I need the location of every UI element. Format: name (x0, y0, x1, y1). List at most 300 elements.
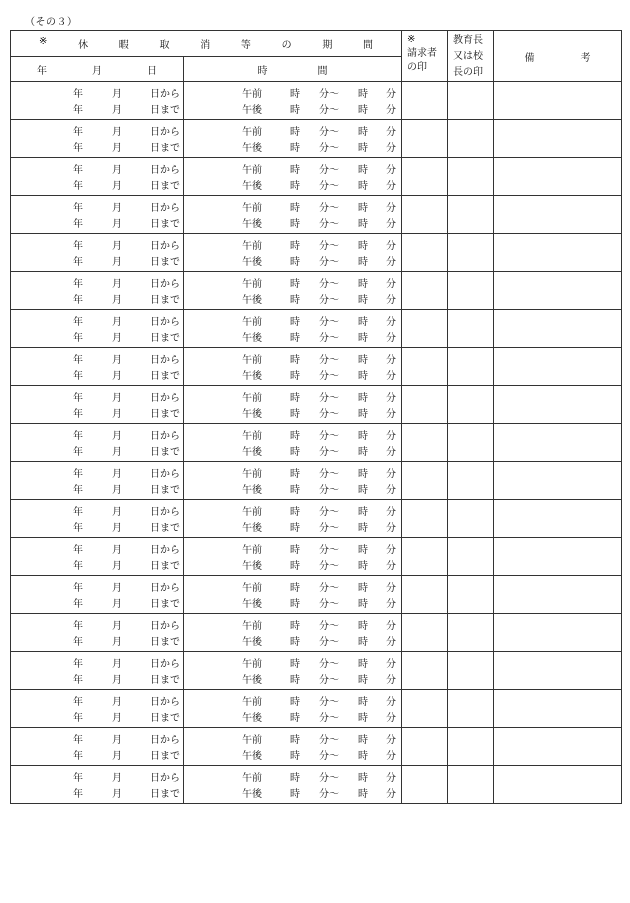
time-hour2: 時 (358, 218, 368, 230)
time-line-time-pm (184, 329, 401, 345)
time-line-time-am (184, 693, 401, 709)
remarks-cell[interactable] (494, 386, 622, 424)
time-hour2: 時 (358, 164, 368, 176)
date-day: 日まで (150, 484, 180, 496)
time-minute: 分〜 (319, 674, 339, 686)
table-row (11, 538, 622, 576)
time-hour: 時 (290, 506, 300, 518)
requester-seal-cell[interactable] (402, 690, 448, 728)
date-line-date-to (11, 177, 183, 193)
principal-seal-cell[interactable] (448, 234, 494, 272)
remarks-cell[interactable] (494, 82, 622, 120)
time-hour: 時 (290, 750, 300, 762)
date-cell[interactable] (11, 500, 184, 538)
date-line-date-from (11, 313, 183, 329)
remarks-cell[interactable] (494, 614, 622, 652)
principal-seal-cell[interactable] (448, 652, 494, 690)
date-cell[interactable] (11, 538, 184, 576)
date-cell[interactable] (11, 728, 184, 766)
principal-seal-cell[interactable] (448, 82, 494, 120)
date-month: 月 (112, 218, 122, 230)
principal-seal-cell[interactable] (448, 462, 494, 500)
requester-seal-cell[interactable] (402, 576, 448, 614)
requester-seal-cell[interactable] (402, 82, 448, 120)
time-hour2: 時 (358, 788, 368, 800)
time-hour: 時 (290, 734, 300, 746)
time-cell[interactable] (184, 196, 402, 234)
date-cell[interactable] (11, 158, 184, 196)
time-period: 午後 (242, 750, 262, 762)
time-hour2: 時 (358, 734, 368, 746)
date-month: 月 (112, 484, 122, 496)
time-cell[interactable] (184, 386, 402, 424)
date-cell[interactable] (11, 614, 184, 652)
table-row (11, 614, 622, 652)
time-hour2: 時 (358, 598, 368, 610)
time-minute: 分〜 (319, 126, 339, 138)
remarks-cell[interactable] (494, 500, 622, 538)
time-cell[interactable] (184, 462, 402, 500)
date-line-date-from (11, 503, 183, 519)
period-char-8: 間 (363, 40, 374, 51)
time-period: 午後 (242, 636, 262, 648)
time-hour2: 時 (358, 772, 368, 784)
time-cell[interactable] (184, 234, 402, 272)
time-line-time-am (184, 389, 401, 405)
date-cell[interactable] (11, 272, 184, 310)
date-cell[interactable] (11, 766, 184, 804)
time-line-time-am (184, 123, 401, 139)
time-period: 午後 (242, 484, 262, 496)
time-line-time-pm (184, 557, 401, 573)
period-char-3: 取 (159, 40, 170, 51)
time-line-time-am (184, 769, 401, 785)
time-minute2: 分 (386, 788, 396, 800)
date-line-date-to (11, 101, 183, 117)
principal-seal-cell[interactable] (448, 310, 494, 348)
date-line-date-from (11, 693, 183, 709)
date-year: 年 (73, 734, 83, 746)
date-cell[interactable] (11, 386, 184, 424)
date-year: 年 (73, 468, 83, 480)
requester-seal-cell[interactable] (402, 538, 448, 576)
date-month: 月 (112, 712, 122, 724)
time-hour2: 時 (358, 332, 368, 344)
time-period: 午後 (242, 446, 262, 458)
time-hour2: 時 (358, 202, 368, 214)
principal-seal-cell[interactable] (448, 424, 494, 462)
time-hour2: 時 (358, 294, 368, 306)
remarks-cell[interactable] (494, 538, 622, 576)
time-cell[interactable] (184, 538, 402, 576)
date-month: 月 (112, 278, 122, 290)
time-minute: 分〜 (319, 750, 339, 762)
time-minute: 分〜 (319, 560, 339, 572)
time-period: 午後 (242, 598, 262, 610)
requester-seal-cell[interactable] (402, 196, 448, 234)
principal-seal-cell[interactable] (448, 614, 494, 652)
requester-seal-cell[interactable] (402, 386, 448, 424)
date-day: 日から (150, 88, 180, 100)
time-hour: 時 (290, 408, 300, 420)
time-minute2: 分 (386, 354, 396, 366)
time-hour2: 時 (358, 544, 368, 556)
date-year: 年 (73, 256, 83, 268)
time-hour2: 時 (358, 88, 368, 100)
requester-seal-cell[interactable] (402, 424, 448, 462)
date-header (11, 57, 184, 82)
date-day: 日から (150, 544, 180, 556)
time-period: 午前 (242, 696, 262, 708)
time-minute: 分〜 (319, 734, 339, 746)
time-line-time-pm (184, 139, 401, 155)
remarks-cell[interactable] (494, 652, 622, 690)
date-line-date-to (11, 443, 183, 459)
time-minute2: 分 (386, 582, 396, 594)
principal-seal-cell[interactable] (448, 158, 494, 196)
date-cell[interactable] (11, 576, 184, 614)
date-month: 月 (112, 788, 122, 800)
time-hour2: 時 (358, 484, 368, 496)
remarks-cell[interactable] (494, 158, 622, 196)
time-period: 午前 (242, 126, 262, 138)
date-line-date-to (11, 481, 183, 497)
date-month: 月 (112, 408, 122, 420)
requester-seal-cell[interactable] (402, 614, 448, 652)
time-hour: 時 (290, 582, 300, 594)
date-day: 日まで (150, 256, 180, 268)
time-minute: 分〜 (319, 468, 339, 480)
time-line-time-am (184, 503, 401, 519)
time-minute2: 分 (386, 202, 396, 214)
date-day: 日まで (150, 674, 180, 686)
time-minute2: 分 (386, 180, 396, 192)
date-cell[interactable] (11, 310, 184, 348)
date-year: 年 (73, 506, 83, 518)
date-month: 月 (112, 142, 122, 154)
time-period: 午後 (242, 142, 262, 154)
date-month: 月 (112, 544, 122, 556)
date-day: 日から (150, 696, 180, 708)
date-line-date-to (11, 709, 183, 725)
time-line-time-pm (184, 595, 401, 611)
time-cell[interactable] (184, 82, 402, 120)
remarks-cell[interactable] (494, 424, 622, 462)
date-month: 月 (112, 522, 122, 534)
time-minute: 分〜 (319, 294, 339, 306)
time-minute: 分〜 (319, 544, 339, 556)
date-month: 月 (112, 256, 122, 268)
time-line-time-am (184, 617, 401, 633)
time-cell[interactable] (184, 348, 402, 386)
date-day: 日まで (150, 750, 180, 762)
remarks-cell[interactable] (494, 690, 622, 728)
time-minute: 分〜 (319, 218, 339, 230)
date-day: 日から (150, 164, 180, 176)
date-line-date-to (11, 367, 183, 383)
principal-seal-cell[interactable] (448, 690, 494, 728)
remarks-cell[interactable] (494, 766, 622, 804)
date-year: 年 (73, 240, 83, 252)
time-line-time-am (184, 237, 401, 253)
principal-seal-cell[interactable] (448, 386, 494, 424)
date-cell[interactable] (11, 462, 184, 500)
date-line-date-to (11, 291, 183, 307)
time-hour: 時 (290, 712, 300, 724)
date-year: 年 (73, 674, 83, 686)
principal-seal-cell[interactable] (448, 538, 494, 576)
time-cell[interactable] (184, 158, 402, 196)
time-period: 午前 (242, 278, 262, 290)
time-cell[interactable] (184, 424, 402, 462)
period-char-6: の (281, 40, 292, 51)
time-line-time-pm (184, 633, 401, 649)
time-hour2: 時 (358, 370, 368, 382)
requester-seal-cell[interactable] (402, 234, 448, 272)
date-year: 年 (73, 316, 83, 328)
remarks-cell[interactable] (494, 196, 622, 234)
time-minute: 分〜 (319, 636, 339, 648)
principal-seal-cell[interactable] (448, 196, 494, 234)
time-minute2: 分 (386, 544, 396, 556)
time-hour2: 時 (358, 712, 368, 724)
time-period: 午後 (242, 332, 262, 344)
time-hour2: 時 (358, 316, 368, 328)
time-hour: 時 (290, 598, 300, 610)
remarks-cell[interactable] (494, 462, 622, 500)
principal-seal-cell[interactable] (448, 120, 494, 158)
time-col-label-0: 時 (257, 65, 268, 77)
date-cell[interactable] (11, 234, 184, 272)
principal-seal-cell[interactable] (448, 728, 494, 766)
requester-seal-cell[interactable] (402, 766, 448, 804)
date-line-date-from (11, 85, 183, 101)
time-minute: 分〜 (319, 240, 339, 252)
time-minute2: 分 (386, 696, 396, 708)
time-minute: 分〜 (319, 392, 339, 404)
time-hour: 時 (290, 674, 300, 686)
time-period: 午後 (242, 104, 262, 116)
date-line-date-to (11, 329, 183, 345)
date-line-date-from (11, 731, 183, 747)
remarks-header (494, 31, 622, 82)
date-year: 年 (73, 88, 83, 100)
time-period: 午後 (242, 674, 262, 686)
date-month: 月 (112, 468, 122, 480)
time-cell[interactable] (184, 766, 402, 804)
time-hour: 時 (290, 522, 300, 534)
date-month: 月 (112, 370, 122, 382)
time-hour2: 時 (358, 750, 368, 762)
time-minute2: 分 (386, 750, 396, 762)
date-line-date-to (11, 405, 183, 421)
table-row (11, 234, 622, 272)
date-month: 月 (112, 104, 122, 116)
time-minute2: 分 (386, 126, 396, 138)
date-day: 日から (150, 772, 180, 784)
time-line-time-am (184, 579, 401, 595)
time-minute2: 分 (386, 560, 396, 572)
principal-seal-cell[interactable] (448, 500, 494, 538)
time-hour: 時 (290, 294, 300, 306)
time-period: 午前 (242, 734, 262, 746)
time-cell[interactable] (184, 500, 402, 538)
time-hour2: 時 (358, 522, 368, 534)
time-minute: 分〜 (319, 256, 339, 268)
date-month: 月 (112, 658, 122, 670)
principal-seal-cell[interactable] (448, 766, 494, 804)
date-cell[interactable] (11, 196, 184, 234)
time-minute2: 分 (386, 332, 396, 344)
time-line-time-pm (184, 785, 401, 801)
time-cell[interactable] (184, 310, 402, 348)
date-cell[interactable] (11, 690, 184, 728)
date-day: 日まで (150, 332, 180, 344)
time-minute: 分〜 (319, 582, 339, 594)
time-hour: 時 (290, 484, 300, 496)
date-cell[interactable] (11, 82, 184, 120)
date-month: 月 (112, 88, 122, 100)
requester-seal-cell[interactable] (402, 728, 448, 766)
time-minute2: 分 (386, 598, 396, 610)
principal-seal-cell[interactable] (448, 348, 494, 386)
date-day: 日まで (150, 560, 180, 572)
time-period: 午後 (242, 370, 262, 382)
requester-seal-cell[interactable] (402, 272, 448, 310)
time-minute2: 分 (386, 446, 396, 458)
table-row (11, 120, 622, 158)
remarks-cell[interactable] (494, 348, 622, 386)
time-hour: 時 (290, 788, 300, 800)
time-hour2: 時 (358, 658, 368, 670)
time-hour: 時 (290, 316, 300, 328)
date-year: 年 (73, 180, 83, 192)
date-month: 月 (112, 392, 122, 404)
date-line-date-to (11, 139, 183, 155)
time-minute2: 分 (386, 484, 396, 496)
time-minute: 分〜 (319, 430, 339, 442)
time-hour: 時 (290, 142, 300, 154)
date-month: 月 (112, 354, 122, 366)
date-day: 日まで (150, 522, 180, 534)
time-cell[interactable] (184, 652, 402, 690)
date-cell[interactable] (11, 120, 184, 158)
time-line-time-am (184, 313, 401, 329)
time-minute: 分〜 (319, 598, 339, 610)
time-hour2: 時 (358, 674, 368, 686)
date-year: 年 (73, 636, 83, 648)
remarks-cell[interactable] (494, 234, 622, 272)
time-cell[interactable] (184, 614, 402, 652)
date-col-label-2: 日 (147, 65, 157, 77)
time-header (184, 57, 402, 82)
time-cell[interactable] (184, 272, 402, 310)
time-hour2: 時 (358, 256, 368, 268)
time-cell[interactable] (184, 690, 402, 728)
time-hour2: 時 (358, 180, 368, 192)
date-day: 日から (150, 430, 180, 442)
time-minute: 分〜 (319, 408, 339, 420)
requester-seal-cell[interactable] (402, 120, 448, 158)
date-day: 日から (150, 316, 180, 328)
time-hour: 時 (290, 772, 300, 784)
requester-seal-cell[interactable] (402, 158, 448, 196)
period-header (11, 31, 402, 57)
time-line-time-am (184, 161, 401, 177)
remarks-cell[interactable] (494, 576, 622, 614)
date-cell[interactable] (11, 424, 184, 462)
requester-seal-cell[interactable] (402, 652, 448, 690)
date-day: 日から (150, 620, 180, 632)
time-period: 午後 (242, 408, 262, 420)
date-month: 月 (112, 294, 122, 306)
principal-seal-cell[interactable] (448, 272, 494, 310)
remarks-cell[interactable] (494, 120, 622, 158)
time-line-time-am (184, 655, 401, 671)
date-day: 日まで (150, 636, 180, 648)
time-minute2: 分 (386, 522, 396, 534)
requester-seal-cell[interactable] (402, 310, 448, 348)
date-line-date-from (11, 123, 183, 139)
date-cell[interactable] (11, 348, 184, 386)
time-minute: 分〜 (319, 522, 339, 534)
time-hour2: 時 (358, 240, 368, 252)
remarks-cell[interactable] (494, 728, 622, 766)
date-line-date-to (11, 557, 183, 573)
time-hour2: 時 (358, 430, 368, 442)
date-day: 日から (150, 658, 180, 670)
time-hour: 時 (290, 544, 300, 556)
remarks-cell[interactable] (494, 272, 622, 310)
time-cell[interactable] (184, 728, 402, 766)
time-hour2: 時 (358, 104, 368, 116)
time-cell[interactable] (184, 120, 402, 158)
time-minute: 分〜 (319, 370, 339, 382)
date-line-date-to (11, 253, 183, 269)
time-period: 午前 (242, 468, 262, 480)
time-hour: 時 (290, 354, 300, 366)
time-minute2: 分 (386, 218, 396, 230)
time-cell[interactable] (184, 576, 402, 614)
date-day: 日から (150, 506, 180, 518)
table-row (11, 310, 622, 348)
time-line-time-pm (184, 519, 401, 535)
requester-seal-cell[interactable] (402, 462, 448, 500)
date-line-date-from (11, 351, 183, 367)
time-period: 午前 (242, 582, 262, 594)
date-month: 月 (112, 506, 122, 518)
time-minute2: 分 (386, 240, 396, 252)
principal-seal-cell[interactable] (448, 576, 494, 614)
date-cell[interactable] (11, 652, 184, 690)
remarks-char-0: 備 (524, 52, 535, 64)
time-hour: 時 (290, 696, 300, 708)
requester-seal-cell[interactable] (402, 348, 448, 386)
remarks-cell[interactable] (494, 310, 622, 348)
time-line-time-pm (184, 443, 401, 459)
time-line-time-pm (184, 253, 401, 269)
date-line-date-from (11, 427, 183, 443)
date-year: 年 (73, 278, 83, 290)
date-line-date-from (11, 579, 183, 595)
period-char-1: 休 (78, 40, 89, 51)
date-year: 年 (73, 202, 83, 214)
time-period: 午後 (242, 218, 262, 230)
time-hour: 時 (290, 332, 300, 344)
requester-seal-cell[interactable] (402, 500, 448, 538)
table-row (11, 158, 622, 196)
date-day: 日まで (150, 446, 180, 458)
